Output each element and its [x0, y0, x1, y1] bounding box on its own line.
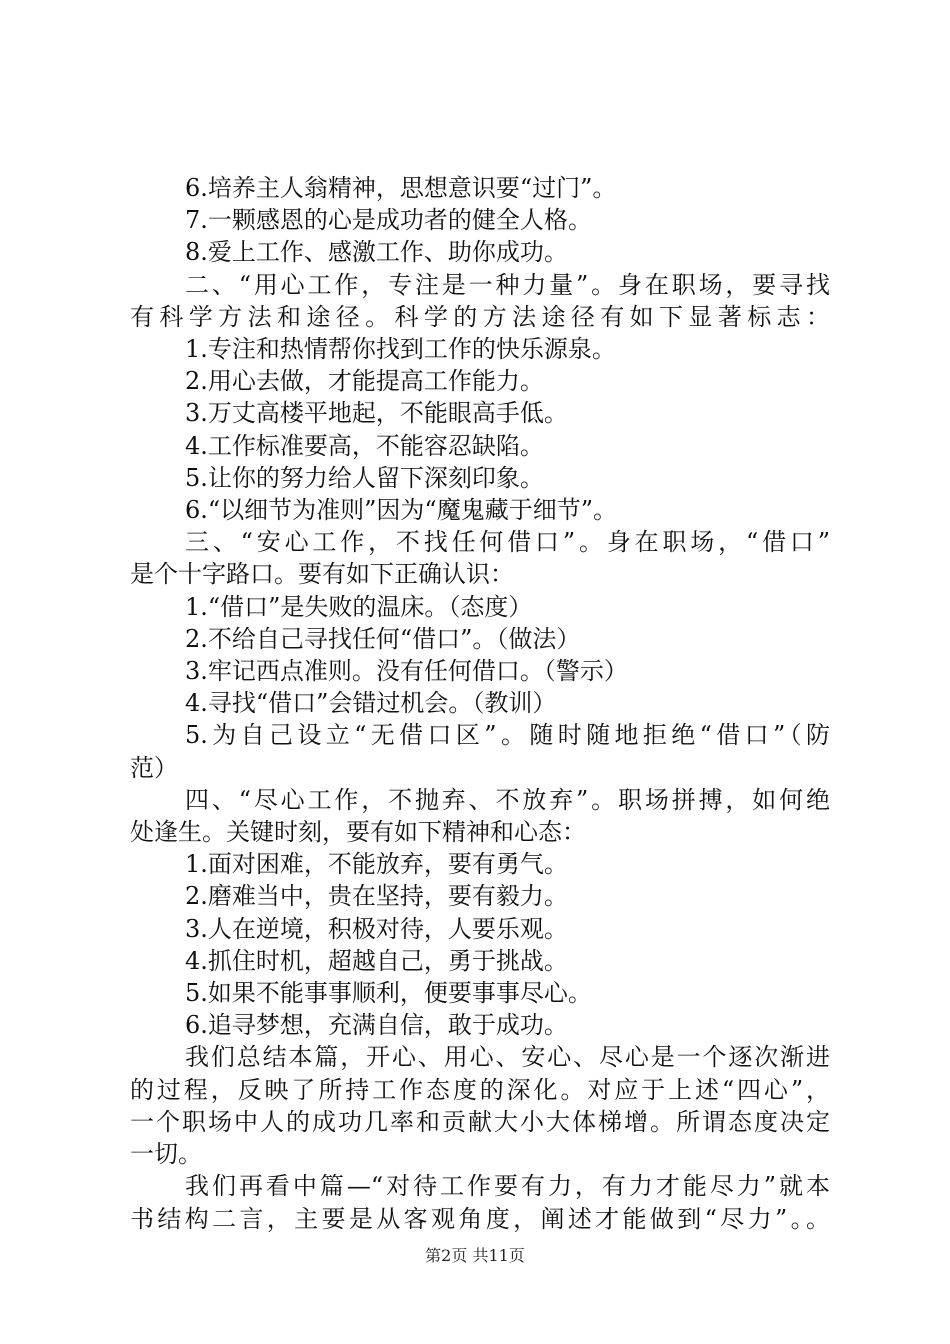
list-item: 5.让你的努力给人留下深刻印象。	[185, 463, 544, 492]
list-item: 1.“借口”是失败的温床。（态度）	[185, 592, 533, 621]
list-item: 4.抓住时机，超越自己，勇于挑战。	[185, 946, 568, 975]
paragraph-line: 的过程，反映了所持工作态度的深化。对应于上述“四心”，	[130, 1075, 830, 1104]
paragraph-line: 一个职场中人的成功几率和贡献大小大体梯增。所谓态度决定	[130, 1107, 830, 1136]
list-item: 6.培养主人翁精神，思想意识要“过门”。	[185, 174, 617, 202]
list-item: 8.爱上工作、感激工作、助你成功。	[185, 238, 568, 267]
list-item: 6.追寻梦想，充满自信，敢于成功。	[185, 1011, 568, 1040]
list-item: 7.一颗感恩的心是成功者的健全人格。	[185, 206, 592, 235]
list-item: 6.“以细节为准则”因为“魔鬼藏于细节”。	[185, 496, 617, 525]
list-item: 3.牢记西点准则。没有任何借口。（警示）	[185, 657, 628, 686]
list-item: 4.工作标准要高，不能容忍缺陷。	[185, 431, 544, 460]
paragraph-line: 书结构二言，主要是从客观角度，阐述才能做到“尽力”。。	[130, 1204, 830, 1233]
list-item: 1.专注和热情帮你找到工作的快乐源泉。	[185, 335, 616, 364]
section-heading-4: 四、“尽心工作，不抛弃、不放弃”。职场拼搏，如何绝	[185, 785, 830, 814]
list-item: 2.不给自己寻找任何“借口”。（做法）	[185, 624, 581, 653]
list-item: 2.用心去做，才能提高工作能力。	[185, 367, 544, 396]
paragraph-line: 我们再看中篇—“对待工作要有力，有力才能尽力”就本	[185, 1172, 830, 1201]
page-number-footer: 第2页 共11页	[425, 1246, 525, 1265]
list-item: 3.万丈高楼平地起，不能眼高手低。	[185, 399, 568, 428]
list-item: 2.磨难当中，贵在坚持，要有毅力。	[185, 882, 568, 911]
paragraph-line: 处逢生。关键时刻，要有如下精神和心态：	[130, 818, 586, 847]
section-heading-3: 三、“安心工作，不找任何借口”。身在职场，“借口”	[185, 528, 830, 557]
list-item: 5.如果不能事事顺利，便要事事尽心。	[185, 979, 592, 1008]
list-item: 3.人在逆境，积极对待，人要乐观。	[185, 914, 568, 943]
list-item: 4.寻找“借口”会错过机会。（教训）	[185, 689, 557, 718]
paragraph-line: 一切。	[130, 1140, 202, 1169]
paragraph-line: 我们总结本篇，开心、用心、安心、尽心是一个逐次渐进	[185, 1043, 830, 1072]
paragraph-line: 有科学方法和途径。科学的方法途径有如下显著标志：	[130, 302, 830, 331]
section-heading-2: 二、“用心工作，专注是一种力量”。身在职场，要寻找	[185, 270, 830, 299]
paragraph-line: 范）	[130, 753, 178, 782]
document-body	[130, 172, 830, 1235]
list-item: 5.为自己设立“无借口区”。随时随地拒绝“借口”（防	[185, 721, 830, 750]
paragraph-line: 是个十字路口。要有如下正确认识：	[130, 560, 514, 589]
list-item: 1.面对困难，不能放弃，要有勇气。	[185, 850, 568, 879]
